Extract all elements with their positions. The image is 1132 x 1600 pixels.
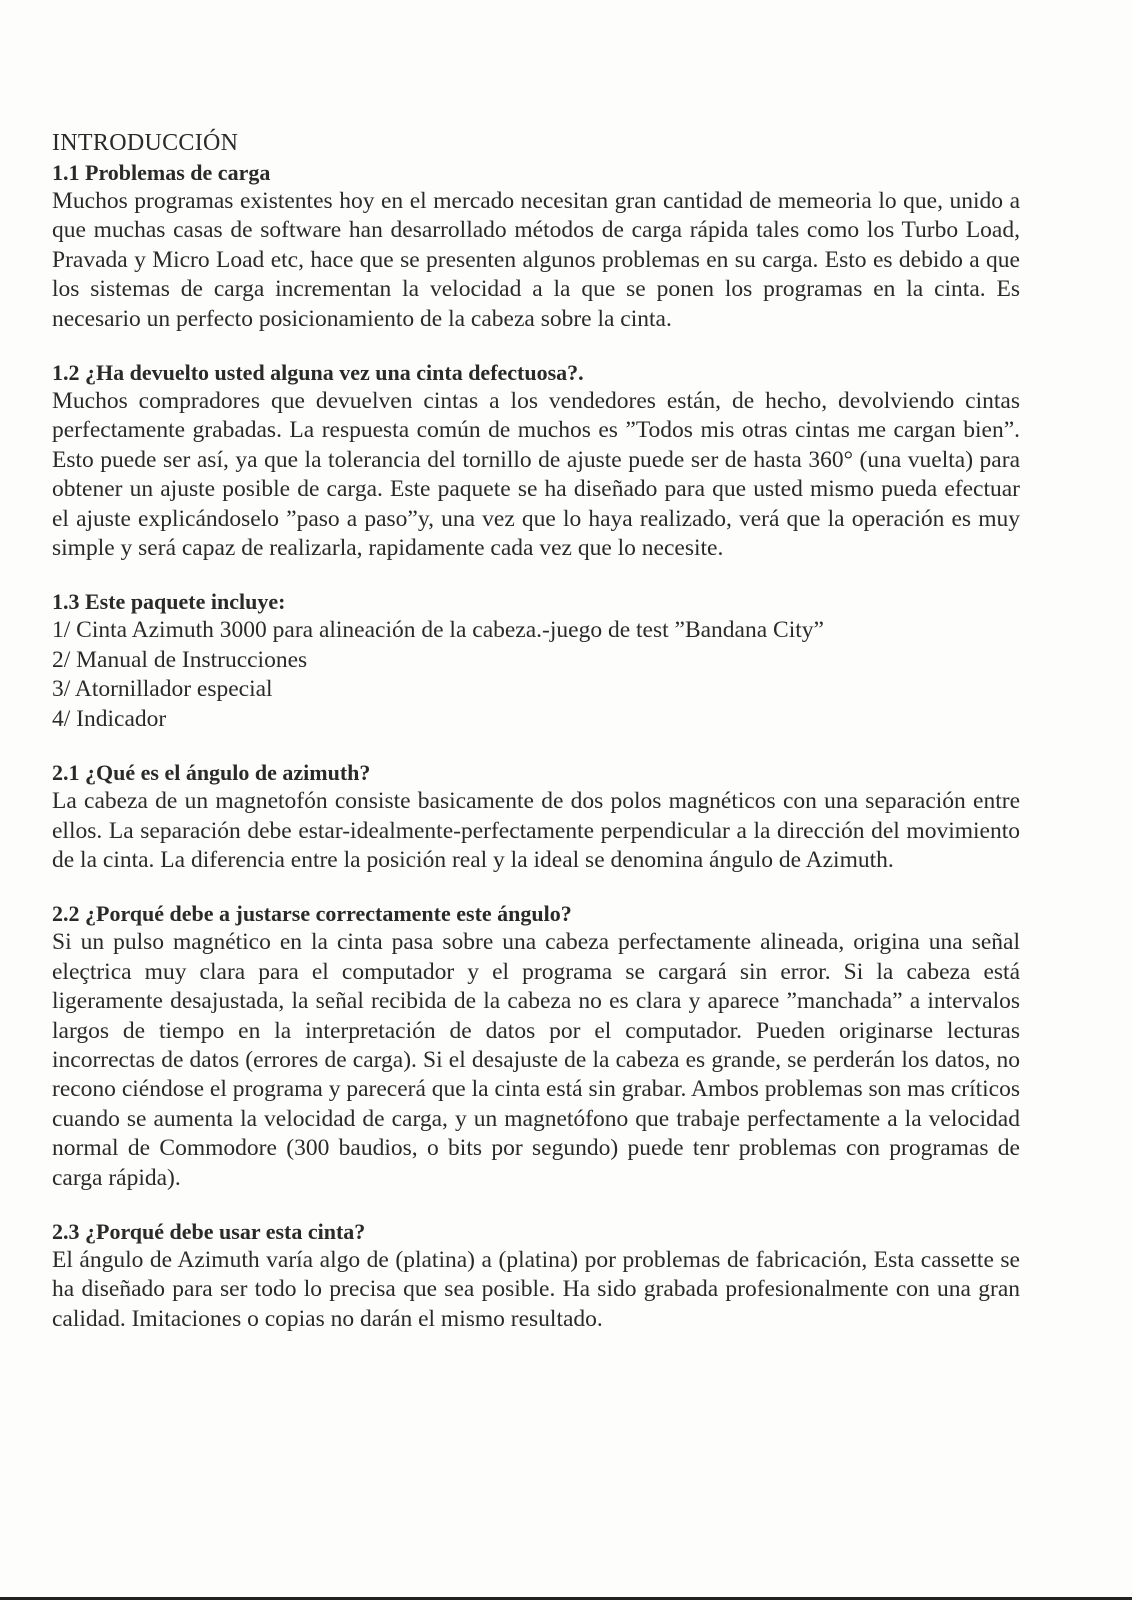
section-heading: 2.1 ¿Qué es el ángulo de azimuth?: [52, 760, 371, 786]
section-paragraph: Muchos programas existentes hoy en el mercado necesitan gran cantidad de memeoria lo que, unido a que muchas casas de software han desarrollado métodos de carga rápida tales como los Turbo Load, Pravada y Micro Load etc, hace que se presenten algunos problemas en su carga. Esto es debido a que los sistemas de carga incrementan la velocidad a la que se ponen los programas en la cinta. Es necesario un perfecto posicionamiento de la cabeza sobre la cinta.: [52, 188, 1020, 332]
section-2-3: [52, 1217, 1020, 1334]
section-gap: [52, 563, 1020, 587]
section-1-1: [52, 158, 1020, 334]
section-gap: [52, 334, 1020, 358]
page-title: INTRODUCCIÓN: [52, 130, 239, 156]
list-item: 2/ Manual de Instrucciones: [52, 646, 308, 673]
list-item: 3/ Atornillador especial: [52, 676, 273, 703]
section-2-2: [52, 899, 1020, 1193]
section-heading: 1.2 ¿Ha devuelto usted alguna vez una cinta defectuosa?.: [52, 360, 584, 386]
section-heading: 1.1 Problemas de carga: [52, 160, 271, 185]
section-paragraph: La cabeza de un magnetofón consiste basicamente de dos polos magnéticos con una separación entre ellos. La separación debe estar-idealmente-perfectamente perpendicular a la dirección del movimiento de la cinta. La diferencia entre la posición real y la ideal se denomina ángulo de Azimuth.: [52, 788, 1020, 873]
list-item: 4/ Indicador: [52, 705, 167, 732]
section-heading: 2.3 ¿Porqué debe usar esta cinta?: [52, 1218, 366, 1244]
section-1-3: [52, 587, 1020, 734]
section-heading: 1.3 Este paquete incluye:: [52, 589, 286, 615]
document-page: [52, 128, 1020, 1334]
section-1-2: [52, 358, 1020, 563]
section-paragraph: Si un pulso magnético en la cinta pasa sobre una cabeza perfectamente alineada, origina una señal eleçtrica muy clara para el computador y el programa se cargará sin error. Si la cabeza está ligeramente desajustada, la señal recibida de la cabeza no es clara y aparece ”manchada” a intervalos largos de tiempo en la interpretación de datos por el computador. Pueden originarse lecturas incorrectas de datos (errores de carga). Si el desajuste de la cabeza es grande, se perderán los datos, no recono ciéndose el programa y parecerá que la cinta está sin grabar. Ambos problemas son mas críticos cuando se aumenta la velocidad de carga, y un magnetófono que trabaje perfectamente a la velocidad normal de Commodore (300 baudios, o bits por segundo) puede tenr problemas con programas de carga rápida).: [52, 929, 1020, 1191]
section-2-1: [52, 758, 1020, 875]
section-paragraph: El ángulo de Azimuth varía algo de (platina) a (platina) por problemas de fabricación, Esta cassette se ha diseñado para ser todo lo precisa que sea posible. Ha sido grabada profesionalmente con una gran calidad. Imitaciones o copias no darán el mismo resultado.: [52, 1246, 1020, 1332]
section-gap: [52, 875, 1020, 899]
package-contents-list: [52, 616, 1020, 734]
section-heading: 2.2 ¿Porqué debe a justarse correctamente este ángulo?: [52, 901, 572, 927]
section-paragraph: Muchos compradores que devuelven cintas a los vendedores están, de hecho, devolviendo cintas perfectamente grabadas. La respuesta común de muchos es ”Todos mis otras cintas me cargan bien”. Esto puede ser así, ya que la tolerancia del tornillo de ajuste puede ser de hasta 360° (una vuelta) para obtener un ajuste posible de carga. Este paquete se ha diseñado para que usted mismo pueda efectuar el ajuste explicándoselo ”paso a paso”y, una vez que lo haya realizado, verá que la operación es muy simple y será capaz de realizarla, rapidamente cada vez que lo necesite.: [52, 388, 1020, 562]
section-gap: [52, 734, 1020, 758]
section-gap: [52, 1193, 1020, 1217]
list-item: 1/ Cinta Azimuth 3000 para alineación de la cabeza.-juego de test ”Bandana City”: [52, 617, 824, 644]
